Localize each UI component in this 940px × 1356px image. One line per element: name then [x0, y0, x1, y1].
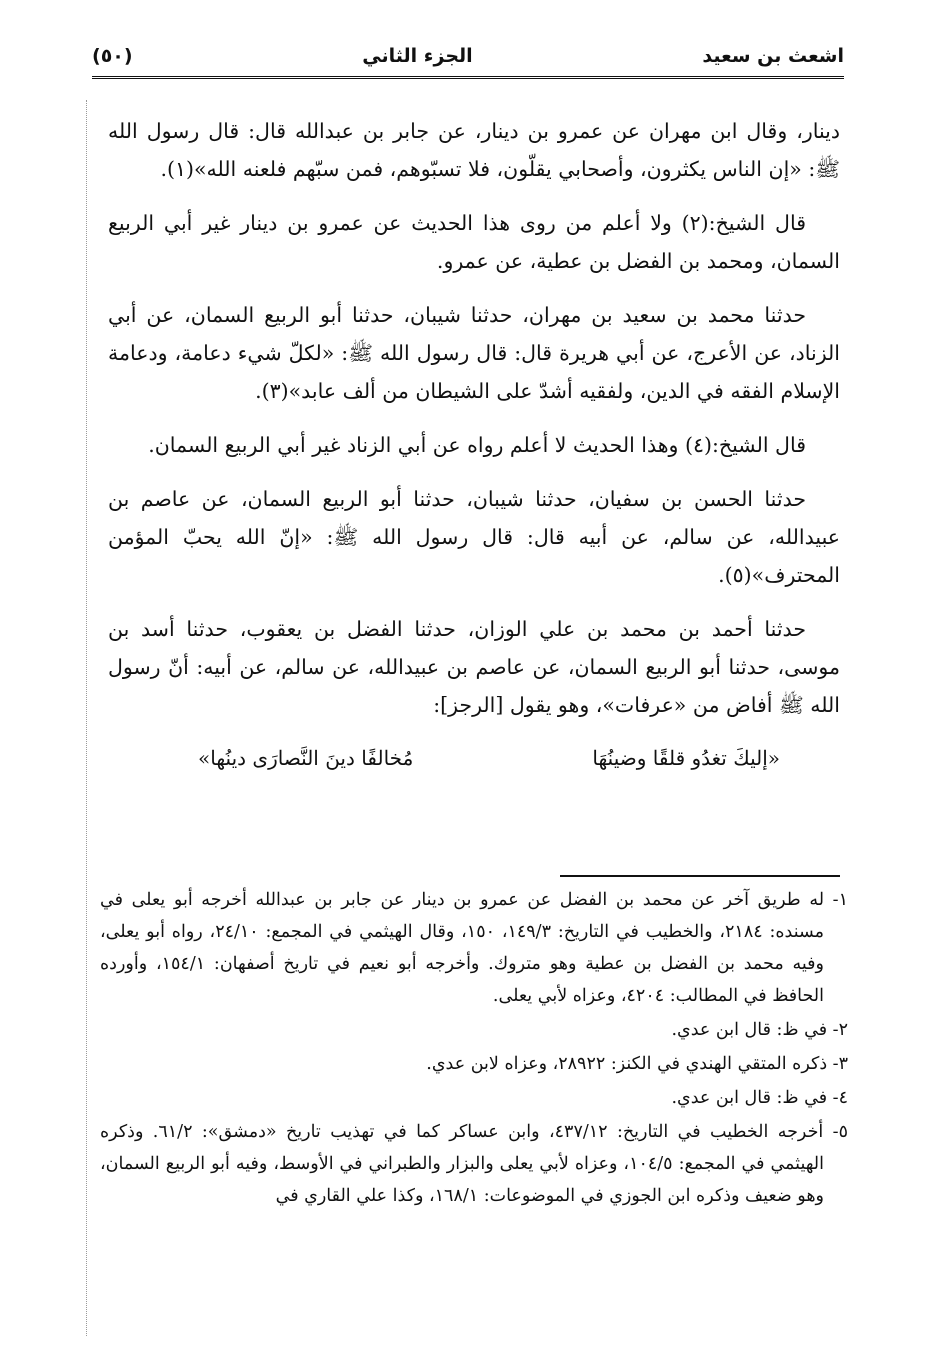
paragraph-1: دينار، وقال ابن مهران عن عمرو بن دينار، عن جابر بن عبدالله قال: قال رسول الله ﷺ: «إن الناس يكثرون، وأصحابي يقلّون، فلا تسبّوهم، فمن سبّهم فلعنه الله»(١). [108, 119, 840, 181]
paragraph-6: حدثنا أحمد بن محمد بن علي الوزان، حدثنا الفضل بن يعقوب، حدثنا أسد بن موسى، حدثنا أبو الربيع السمان، عن عاصم بن عبيدالله، عن سالم، عن أبيه: أنّ رسول الله ﷺ أفاض من «عرفات»، وهو يقول [الرجز]: [108, 617, 840, 717]
poetry-verse [108, 740, 840, 776]
header-section-title: اشعث بن سعيد [702, 45, 844, 67]
footnote-divider [560, 875, 840, 877]
paragraph-2: قال الشيخ:(٢) ولا أعلم من روى هذا الحديث عن عمرو بن دينار غير أبي الربيع السمان، ومحمد بن الفضل بن عطية، عن عمرو. [108, 211, 840, 273]
running-header [92, 36, 844, 76]
paragraph-5: حدثنا الحسن بن سفيان، حدثنا شيبان، حدثنا أبو الربيع السمان، عن عاصم بن عبيدالله، عن سالم، عن أبيه قال: قال رسول الله ﷺ: «إنّ الله يحبّ المؤمن المحترف»(٥). [108, 487, 840, 587]
page-number: (٥٠) [92, 45, 133, 67]
verse-second-hemistich: مُخالفًا دينَ النَّصارَى دينُها» [198, 746, 414, 770]
paragraph-3: حدثنا محمد بن سعيد بن مهران، حدثنا شيبان، حدثنا أبو الربيع السمان، عن أبي الزناد، عن الأعرج، عن أبي هريرة قال: قال رسول الله ﷺ: «لكلّ شيء دعامة، ودعامة الإسلام الفقه في الدين، ولفقيه أشدّ على الشيطان من ألف عابد»(٣). [108, 303, 840, 403]
footnote-1: ١- له طريق آخر عن محمد بن الفضل عن عمرو بن دينار عن جابر بن عبدالله أخرجه أبو يعلى في مسنده: ٢١٨٤، والخطيب في التاريخ: ١٤٩/٣، ١٥٠، وقال الهيثمي في المجمع: ٢٤/١٠، رواه أبو يعلى، وفيه محمد بن الفضل بن عطية وهو متروك. وأخرجه أبو نعيم في تاريخ أصفهان: ١٥٤/١، وأورده الحافظ في المطالب: ٤٢٠٤، وعزاه لأبي يعلى. [100, 890, 848, 1006]
margin-dotted-line [86, 100, 87, 1336]
footnote-4: ٤- في ظ: قال ابن عدي. [671, 1088, 848, 1108]
header-volume: الجزء الثاني [362, 45, 473, 67]
footnotes [100, 884, 848, 1214]
footnote-2: ٢- في ظ: قال ابن عدي. [671, 1020, 848, 1040]
verse-first-hemistich: «إليكَ تغدُو قلقًا وضينُهَا [592, 746, 780, 770]
main-text [108, 112, 840, 776]
footnote-5: ٥- أخرجه الخطيب في التاريخ: ٤٣٧/١٢، وابن عساكر كما في تهذيب تاريخ «دمشق»: ٦١/٢. وذكره الهيثمي في المجمع: ١٠٤/٥، وعزاه لأبي يعلى والبزار والطبراني في الأوسط، وفيه أبو الربيع السمان، وهو ضعيف وذكره ابن الجوزي في الموضوعات: ١٦٨/١، وكذا علي القاري في [100, 1122, 848, 1206]
footnote-3: ٣- ذكره المتقي الهندي في الكنز: ٢٨٩٢٢، وعزاه لابن عدي. [426, 1054, 848, 1074]
header-divider [92, 76, 844, 82]
paragraph-4: قال الشيخ:(٤) وهذا الحديث لا أعلم رواه عن أبي الزناد غير أبي الربيع السمان. [148, 433, 806, 457]
